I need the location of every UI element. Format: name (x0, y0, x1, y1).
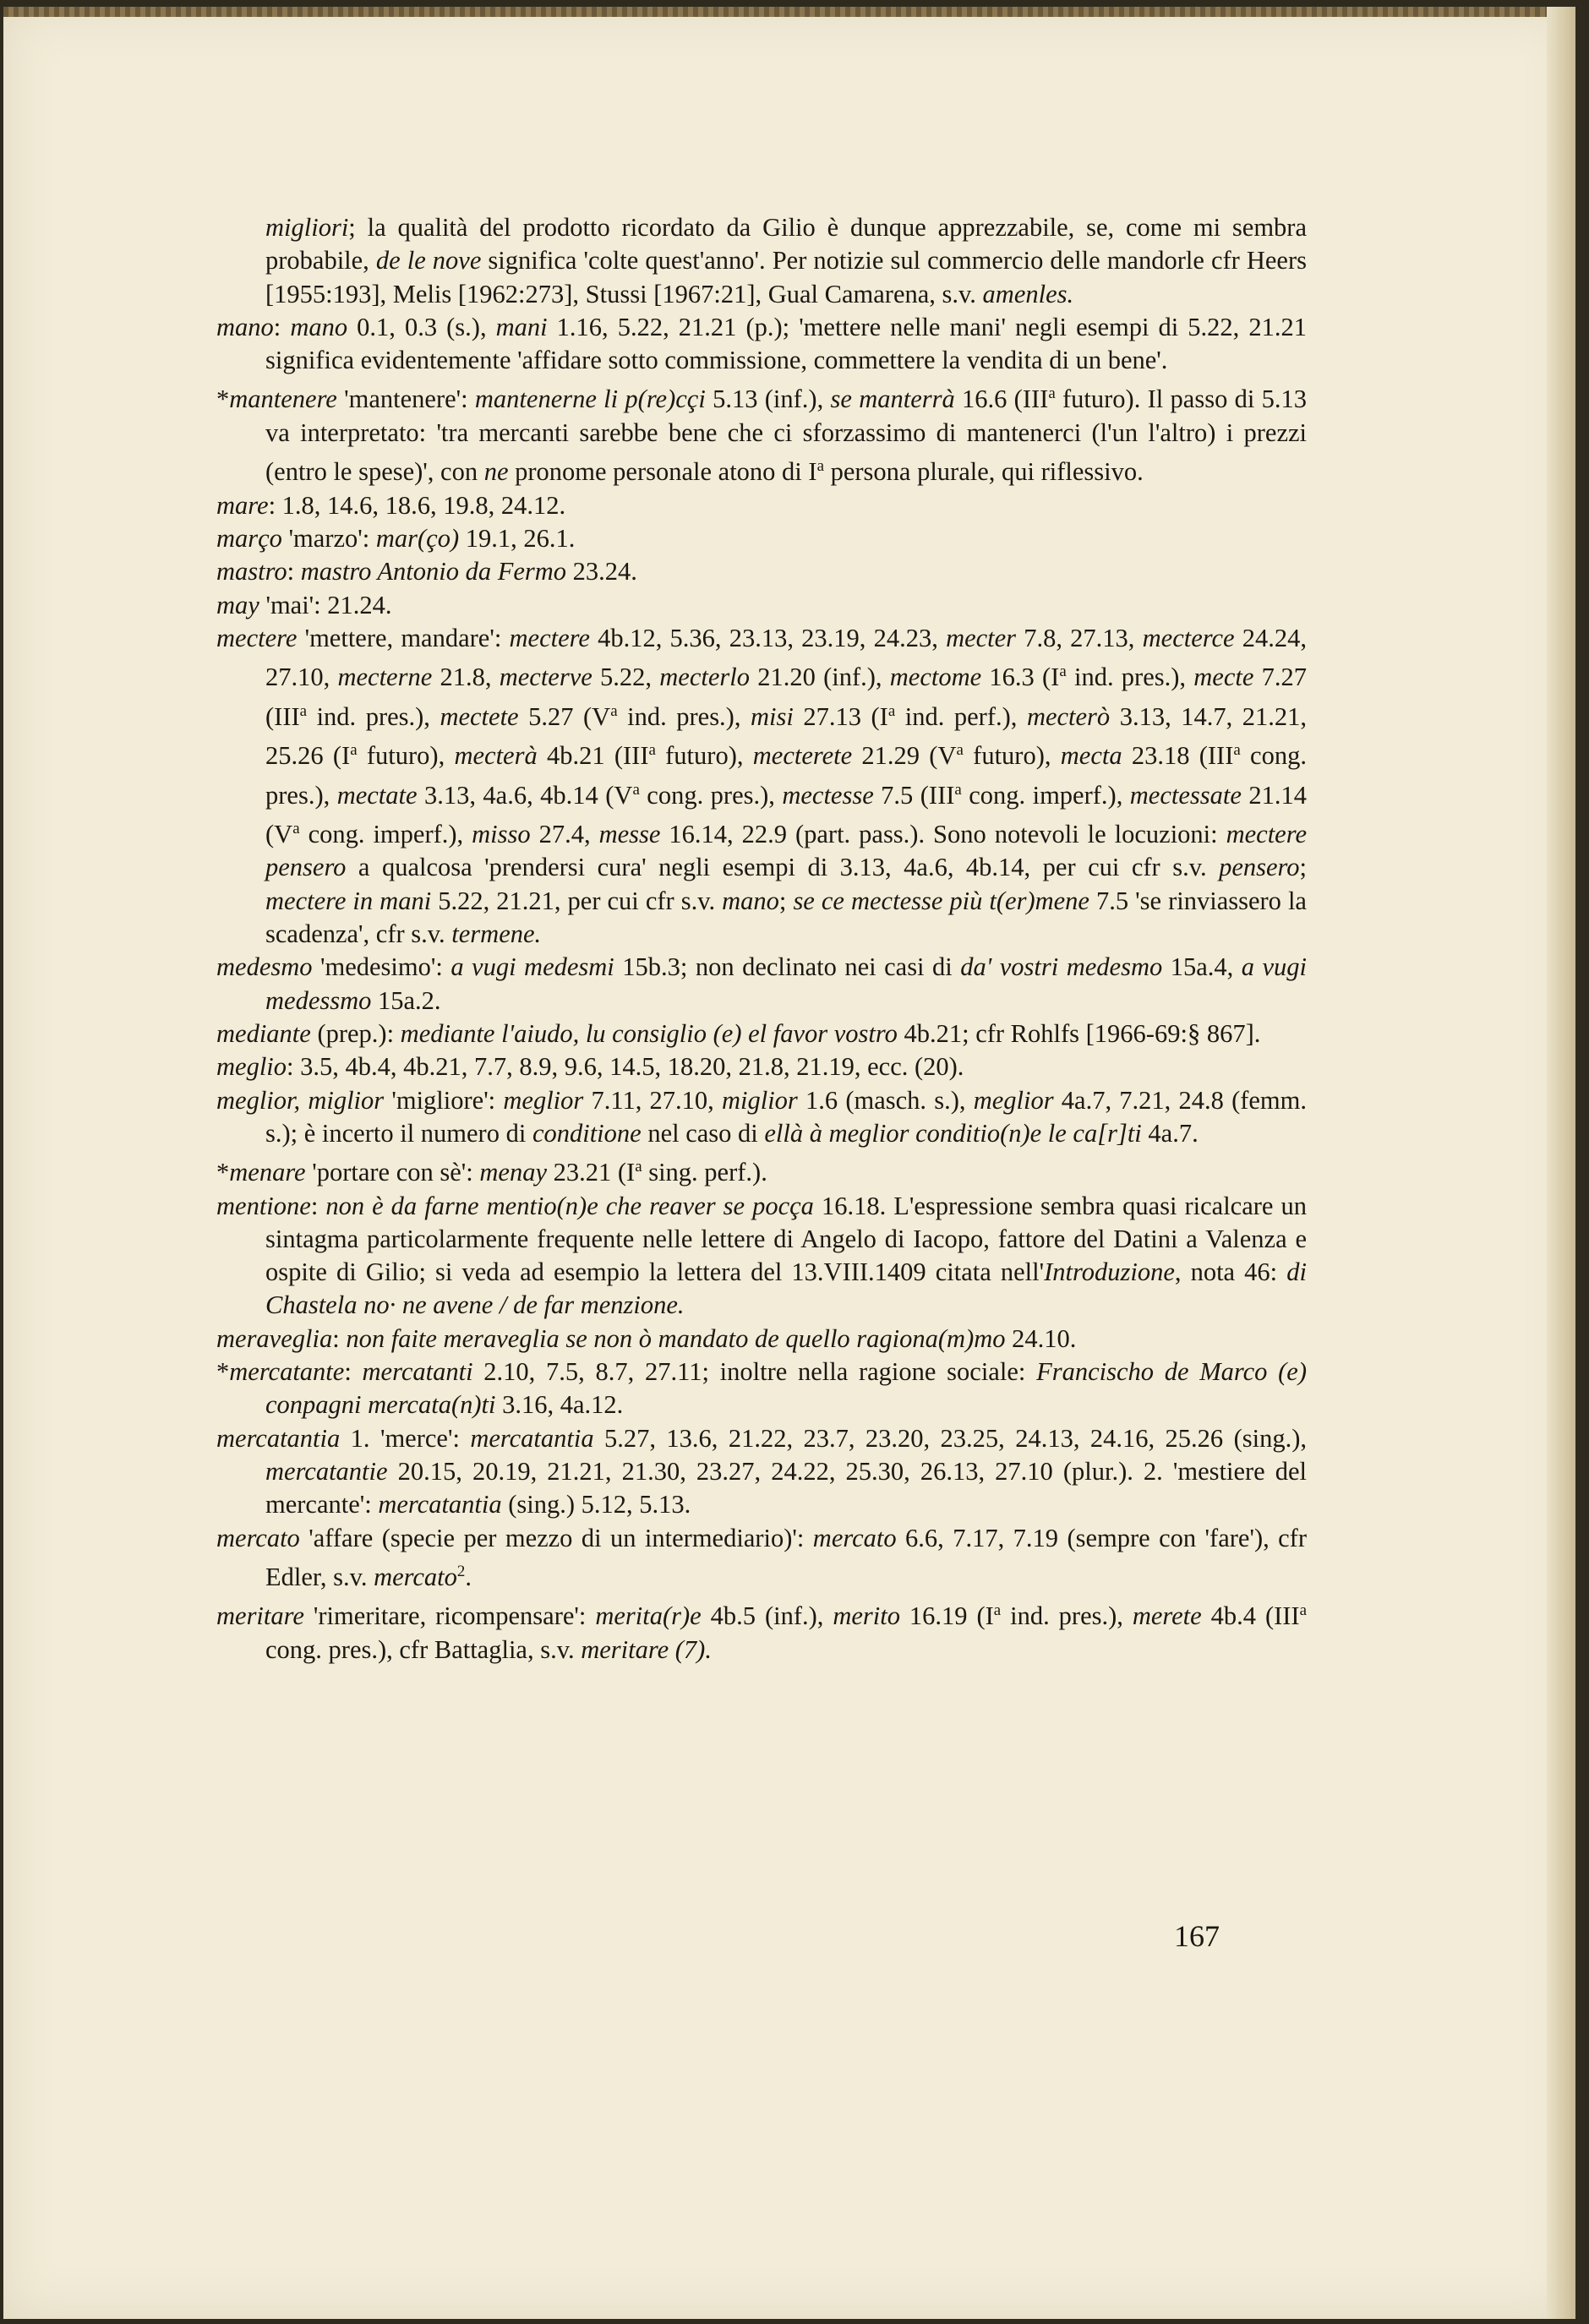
italic-term: ne (483, 457, 509, 487)
entry-text: 27.13 (I (793, 701, 888, 731)
italic-term: Introduzione (1044, 1257, 1175, 1287)
italic-term: mentione (216, 1191, 311, 1220)
glossary-entry (216, 522, 1307, 555)
italic-term: mectome (889, 663, 982, 692)
superscript: a (887, 701, 896, 720)
entry-text: 16.3 (I (981, 663, 1060, 692)
italic-term: menare (229, 1158, 306, 1187)
entry-text: 3.13, 14.7, 21.21, 25.26 (I (265, 701, 1307, 771)
superscript: a (350, 741, 358, 760)
italic-term: meglior (503, 1085, 584, 1115)
italic-term: mantenere (229, 385, 337, 414)
entry-text: 2.10, 7.5, 8.7, 27.11; inoltre nella ragione sociale: (472, 1357, 1037, 1387)
entry-text: 4b.4 (III (1201, 1601, 1300, 1631)
entry-text: * (216, 1158, 230, 1187)
entry-text: cong. pres.), (265, 741, 1307, 810)
glossary-entry (216, 1084, 1307, 1151)
italic-term: non faite meraveglia se non ò mandato de quello ragiona(m)mo (346, 1323, 1006, 1353)
italic-term: de le nove (375, 246, 482, 275)
entry-text: 4b.21 (III (537, 741, 649, 771)
entry-text: 15b.3; non declinato nei casi di (614, 952, 961, 982)
superscript: 2 (456, 1562, 466, 1580)
entry-text: 7.5 'se rinviassero la scadenza', cfr s.v. (265, 886, 1307, 949)
superscript: a (632, 780, 640, 799)
italic-term: mectesse (782, 780, 874, 810)
italic-term: mastro Antonio da Fermo (300, 557, 567, 586)
entry-text: 5.27 (V (518, 701, 611, 731)
entry-text: 'mettere, mandare': (297, 623, 510, 652)
italic-term: mediante l'aiudo, lu consiglio (e) el favor vostro (400, 1018, 898, 1048)
italic-term: mar(çо) (375, 523, 460, 553)
superscript: a (1048, 385, 1056, 403)
entry-text: futuro), (963, 741, 1061, 771)
italic-term: mercatantia (216, 1423, 341, 1453)
superscript: a (993, 1601, 1002, 1620)
entry-text: : (273, 312, 291, 341)
glossary-entry (216, 311, 1307, 378)
italic-term: non è da farne mentio(n)e che reaver se pocça (325, 1191, 814, 1220)
entry-text: 20.15, 20.19, 21.21, 21.30, 23.27, 24.22, 25.30, 26.13, 27.10 (plur.). 2. 'mestiere del mercante': (265, 1456, 1307, 1519)
italic-term: mercatantia (470, 1423, 594, 1453)
entry-text: 23.21 (I (546, 1158, 636, 1187)
entry-text: 4a.7. (1141, 1118, 1199, 1148)
entry-text: 15a.4, (1162, 952, 1242, 982)
italic-term: mecterce (1142, 623, 1235, 652)
entry-text: pronome personale atono di I (508, 457, 817, 487)
entry-text: 23.24. (566, 557, 637, 586)
entry-text: ; (778, 886, 794, 915)
italic-term: mecterne (337, 663, 433, 692)
italic-term: menay (479, 1158, 547, 1187)
italic-term: a vugi medessmo (265, 952, 1307, 1015)
glossary-entry (216, 1050, 1307, 1083)
superscript: a (956, 741, 964, 760)
entry-text: 27.4, (530, 820, 599, 849)
italic-term: mercatante (229, 1357, 345, 1387)
page-top-edge (3, 7, 1575, 17)
entry-text: futuro). Il passo di 5.13 va interpretato: 'tra mercanti sarebbe bene che ci sforzassimo di mantenerci (l'un l'altro) i prezzi (entro le spese)', con (265, 385, 1308, 487)
italic-term: mano (216, 312, 274, 341)
superscript: a (635, 1158, 642, 1176)
italic-term: mano (290, 312, 348, 341)
italic-term: meglio (216, 1052, 287, 1082)
entry-text: 'rimeritare, ricompensare': (303, 1601, 596, 1631)
italic-term: mecterve (499, 663, 592, 692)
italic-term: mecterlo (659, 663, 750, 692)
italic-term: mantenerne li p(re)cçi (474, 385, 706, 414)
entry-text: cong. pres.), (639, 780, 783, 810)
italic-term: meglior, miglior (216, 1085, 385, 1115)
italic-term: mecte (1193, 663, 1254, 692)
entry-text: : 1.8, 14.6, 18.6, 19.8, 24.12. (268, 490, 566, 520)
italic-term: mercatantie (265, 1456, 388, 1486)
superscript: a (292, 819, 300, 837)
italic-term: mecta (1060, 741, 1122, 771)
entry-text: 'mantenere': (336, 385, 475, 414)
entry-text: 3.16, 4a.12. (495, 1390, 624, 1420)
italic-term: meritare (7). (581, 1634, 712, 1664)
superscript: a (816, 457, 824, 476)
entry-text: : (287, 557, 301, 586)
entry-text: * (216, 385, 230, 414)
entry-text: cong. pres.), cfr Battaglia, s.v. (265, 1634, 582, 1664)
italic-term: mercato (216, 1523, 300, 1552)
glossary-entry (216, 1594, 1307, 1667)
italic-term: mectere (216, 623, 298, 652)
glossary-entry (216, 1323, 1307, 1356)
entry-text: 'migliore': (384, 1085, 504, 1115)
italic-term: miglior (721, 1085, 798, 1115)
italic-term: mercatantia (378, 1490, 502, 1519)
entry-text: 3.13, 4a.6, 4b.14 (V (417, 780, 633, 810)
glossary-entry (216, 1017, 1307, 1050)
italic-term: merito (833, 1601, 900, 1631)
entry-text: 15a.2. (371, 985, 441, 1015)
entry-text: 24.10. (1005, 1323, 1077, 1353)
entry-text: ind. pres.), (307, 701, 440, 731)
entry-text: 1. 'merce': (340, 1423, 471, 1453)
entry-text: a qualcosa 'prendersi cura' negli esempi di 3.13, 4a.6, 4b.14, per cui cfr s.v. (346, 853, 1220, 882)
glossary-entry (216, 951, 1307, 1017)
entry-text: 21.29 (V (852, 741, 957, 771)
glossary-entry (216, 211, 1307, 311)
italic-term: mercato (374, 1562, 457, 1591)
italic-term: meraveglia (216, 1323, 333, 1353)
italic-term: mecter (946, 623, 1017, 652)
italic-term: Francischo de Marco (e) conpagni mercata(n)ti (265, 1357, 1307, 1420)
entry-text: 4b.12, 5.36, 23.13, 23.19, 24.23, (589, 623, 947, 652)
entry-text: ind. perf.), (895, 701, 1027, 731)
glossary-entry (216, 1150, 1307, 1189)
entry-text: . (465, 1562, 472, 1591)
entry-text: 7.5 (III (873, 780, 955, 810)
italic-term: mare (216, 490, 269, 520)
glossary-entry (216, 1190, 1307, 1323)
glossary-entry (216, 377, 1307, 488)
entry-text: 5.27, 13.6, 21.22, 23.7, 23.20, 23.25, 24.13, 24.16, 25.26 (sing.), (593, 1423, 1307, 1453)
entry-text: ; (1299, 853, 1307, 882)
italic-term: mano (722, 886, 779, 915)
entry-text: 'portare con sè': (305, 1158, 480, 1187)
entry-text: 0.1, 0.3 (s.), (347, 312, 496, 341)
italic-term: se ce mectesse più t(er)mene (793, 886, 1089, 915)
glossary-entry (216, 1356, 1307, 1422)
entry-text: 'mai': 21.24. (259, 590, 392, 619)
italic-term: mani (495, 312, 548, 341)
entry-text: 5.22, (592, 663, 660, 692)
italic-term: marçо (216, 523, 282, 553)
superscript: a (1299, 1601, 1307, 1620)
entry-text: significa 'colte quest'anno'. Per notizie sul commercio delle mandorle cfr Heers [1955:193], Melis [1962:273], Stussi [1967:21], Gual Camarena, s.v. (265, 246, 1307, 308)
entry-text: cong. imperf.), (299, 820, 472, 849)
entry-text: 21.8, (432, 663, 500, 692)
entry-text: ind. pres.), (1066, 663, 1194, 692)
entry-text: 21.14 (V (265, 780, 1307, 849)
entry-text: 6.6, 7.17, 7.19 (sempre con 'fare'), cfr Edler, s.v. (265, 1523, 1307, 1591)
italic-term: amenles. (982, 279, 1074, 308)
entry-text: 24.24, 27.10, (265, 623, 1308, 692)
italic-term: mectere in mani (265, 886, 432, 915)
entry-text: sing. perf.). (642, 1158, 767, 1187)
entry-text: (sing.) 5.12, 5.13. (501, 1490, 691, 1519)
superscript: a (648, 741, 656, 760)
italic-term: mastro (216, 557, 287, 586)
entry-text: 16.14, 22.9 (part. pass.). Sono notevoli le locuzioni: (660, 820, 1226, 849)
entry-text: ind. pres.), (1001, 1601, 1133, 1631)
entry-text: 23.18 (III (1122, 741, 1234, 771)
entry-text: 1.16, 5.22, 21.21 (p.); 'mettere nelle mani' negli esempi di 5.22, 21.21 significa evidentemente 'affidare sotto commissione, commettere la vendita di un bene'. (265, 312, 1307, 375)
italic-term: mectere pensero (265, 820, 1307, 882)
book-spine-edge (1547, 7, 1575, 2319)
entry-text: 7.27 (III (265, 663, 1307, 731)
entry-text: , nota 46: (1174, 1257, 1287, 1287)
italic-term: may (216, 590, 259, 619)
entry-text: 7.11, 27.10, (583, 1085, 722, 1115)
glossary-entry (216, 555, 1307, 588)
entry-text: 4b.5 (inf.), (701, 1601, 833, 1631)
glossary-text (216, 211, 1307, 1667)
superscript: a (1233, 741, 1241, 760)
italic-term: migliori (265, 213, 349, 242)
italic-term: mecterà (454, 741, 538, 771)
italic-term: misso (472, 820, 531, 849)
italic-term: conditione (532, 1118, 642, 1148)
entry-text: : 3.5, 4b.4, 4b.21, 7.7, 8.9, 9.6, 14.5, 18.20, 21.8, 21.19, ecc. (20). (287, 1052, 964, 1082)
entry-text: : (332, 1323, 347, 1353)
italic-term: se manterrà (830, 385, 955, 414)
italic-term: meritare (216, 1601, 304, 1631)
italic-term: medesmo (216, 952, 313, 982)
entry-text: 16.19 (I (899, 1601, 994, 1631)
italic-term: meglior (973, 1085, 1054, 1115)
italic-term: pensero (1219, 853, 1300, 882)
italic-term: di Chastela no· ne avene / de far menzione. (265, 1257, 1307, 1320)
entry-text: 4a.7, 7.21, 24.8 (femm. s.); è incerto il numero di (265, 1085, 1307, 1148)
italic-term: messe (598, 820, 661, 849)
entry-text: 16.6 (III (954, 385, 1049, 414)
entry-text: * (216, 1357, 230, 1387)
italic-term: misi (751, 701, 794, 731)
entry-text: : (310, 1191, 326, 1220)
entry-text: ; la qualità del prodotto ricordato da Gilio è dunque apprezzabile, se, come mi sembra probabile, (265, 213, 1307, 275)
entry-text: persona plurale, qui riflessivo. (823, 457, 1144, 487)
italic-term: merita(r)e (595, 1601, 702, 1631)
entry-text: futuro), (357, 741, 455, 771)
italic-term: mecterò (1026, 701, 1111, 731)
entry-text: 21.20 (inf.), (749, 663, 890, 692)
italic-term: mercato (812, 1523, 897, 1552)
italic-term: mectere (509, 623, 590, 652)
italic-term: ellà à meglior conditio(n)e le ca[r]ti (764, 1118, 1142, 1148)
entry-text: 5.22, 21.21, per cui cfr s.v. (431, 886, 723, 915)
entry-text: ind. pres.), (617, 701, 751, 731)
entry-text: 4b.21; cfr Rohlfs [1966-69:§ 867]. (897, 1018, 1261, 1048)
entry-text: 'marzo': (281, 523, 376, 553)
superscript: a (954, 780, 962, 799)
entry-text: 19.1, 26.1. (459, 523, 576, 553)
italic-term: mectessate (1129, 780, 1242, 810)
entry-text: 'medesimo': (312, 952, 451, 982)
italic-term: mercatanti (362, 1357, 473, 1387)
entry-text: cong. imperf.), (961, 780, 1130, 810)
italic-term: a vugi medesmi (450, 952, 614, 982)
glossary-entry (216, 489, 1307, 522)
glossary-entry (216, 1522, 1307, 1595)
entry-text: 1.6 (masch. s.), (797, 1085, 974, 1115)
superscript: a (299, 701, 308, 720)
italic-term: mectate (336, 780, 418, 810)
glossary-entry (216, 589, 1307, 622)
italic-term: termene. (451, 919, 542, 949)
italic-term: mecterete (752, 741, 853, 771)
entry-text: nel caso di (641, 1118, 765, 1148)
superscript: a (610, 701, 618, 720)
glossary-entry (216, 622, 1307, 951)
entry-text: futuro), (655, 741, 753, 771)
entry-text: 16.18. L'espressione sembra quasi ricalcare un sintagma particolarmente frequente nelle lettere di Angelo di Iacopo, fattore del Datini a Valenza e ospite di Gilio; si veda ad esempio la lettera del 13.VIII.1409 citata nell' (265, 1191, 1307, 1287)
italic-term: mediante (216, 1018, 311, 1048)
italic-term: da' vostri medesmo (960, 952, 1163, 982)
italic-term: mectete (440, 701, 519, 731)
page-number: 167 (1174, 1919, 1220, 1953)
entry-text: : (344, 1357, 363, 1387)
entry-text: 'affare (specie per mezzo di un intermediario)': (299, 1523, 813, 1552)
entry-text: 5.13 (inf.), (705, 385, 831, 414)
italic-term: merete (1132, 1601, 1202, 1631)
book-page (3, 7, 1575, 2319)
entry-text: (prep.): (310, 1018, 401, 1048)
glossary-entry (216, 1422, 1307, 1522)
entry-text: 7.8, 27.13, (1016, 623, 1143, 652)
superscript: a (1059, 663, 1067, 681)
